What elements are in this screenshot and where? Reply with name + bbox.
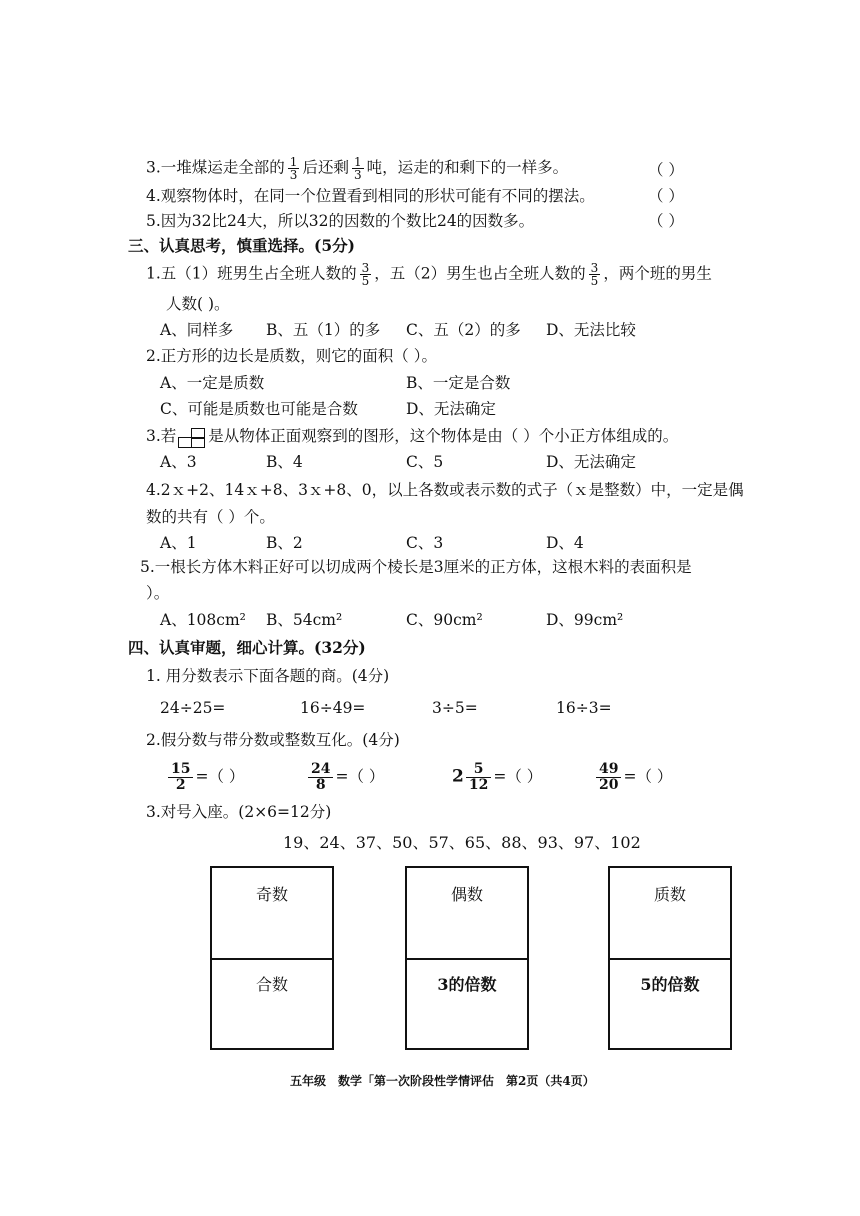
fraction-numerator: 49 (596, 762, 621, 778)
choice-q1-text-b: ，五（2）男生也占全班人数的 (374, 264, 586, 283)
option-a[interactable]: A、1 (160, 534, 197, 552)
fraction (168, 762, 193, 793)
fraction-denominator: 12 (468, 777, 489, 793)
fraction-numerator: 1 (353, 155, 362, 169)
fraction-numerator: 3 (590, 261, 599, 275)
fraction (308, 762, 333, 793)
box-label: 3的倍数 (437, 975, 497, 994)
option-d[interactable]: D、无法比较 (546, 321, 636, 339)
fraction-numerator: 3 (361, 261, 370, 275)
choice-q2-stem: 2.正方形的边长是质数，则它的面积（ ）。 (146, 347, 437, 365)
option-c[interactable]: C、五（2）的多 (406, 321, 521, 339)
choice-q5-line2: ）。 (146, 584, 170, 602)
fraction-denominator: 5 (361, 274, 370, 288)
choice-q1-stem (146, 262, 712, 287)
tf-item-3 (146, 156, 568, 181)
option-c[interactable]: C、可能是质数也可能是合数 (160, 400, 358, 418)
conversion-answer: =（ ） (623, 767, 673, 786)
fraction-numerator: 15 (168, 762, 193, 778)
conversion-item[interactable] (166, 762, 244, 793)
fraction-denominator: 5 (590, 274, 599, 288)
answer-paren[interactable]: （ ） (648, 212, 684, 230)
option-c[interactable]: C、5 (406, 453, 444, 471)
option-d[interactable]: D、无法确定 (546, 453, 636, 471)
fraction-denominator: 3 (353, 168, 362, 182)
choice-q5-stem: 5.一根长方体木料正好可以切成两个棱长是3厘米的正方体，这根木料的表面积是 (140, 558, 692, 576)
box-label: 合数 (255, 975, 288, 994)
conversion-answer: =（ ） (493, 767, 543, 786)
fraction (288, 156, 300, 181)
box-label: 奇数 (255, 885, 288, 904)
choice-q1-text-c: ，两个班的男生 (603, 264, 712, 283)
option-c[interactable]: C、3 (406, 534, 444, 552)
part-3-title: 3.对号入座。(2×6=12分) (146, 803, 332, 821)
option-a[interactable]: A、3 (160, 453, 197, 471)
section-4-heading: 四、认真审题，细心计算。(32分) (128, 638, 366, 657)
fraction (466, 762, 491, 793)
page-footer: 五年级 数学「第一次阶段性学情评估 第2页（共4页） (290, 1074, 595, 1088)
fraction-denominator: 8 (315, 777, 326, 793)
sorting-box-even-multiple3 (405, 866, 529, 1050)
fraction-numerator: 5 (466, 762, 491, 778)
box-section-composite[interactable] (212, 958, 332, 1048)
option-a[interactable]: A、108cm² (160, 611, 246, 629)
fraction (360, 262, 372, 287)
division-item[interactable]: 24÷25= (160, 699, 226, 717)
box-section-even[interactable] (407, 868, 527, 960)
choice-q4-line2: 数的共有（ ）个。 (146, 508, 275, 526)
choice-q3-text-b: 是从物体正面观察到的图形，这个物体是由（ ）个小正方体组成的。 (208, 427, 679, 445)
box-section-odd[interactable] (212, 868, 332, 960)
number-list: 19、24、37、50、57、65、88、93、97、102 (283, 833, 641, 852)
option-b[interactable]: B、一定是合数 (406, 374, 511, 392)
fraction-denominator: 2 (175, 777, 186, 793)
sorting-box-prime-multiple5 (608, 866, 732, 1050)
fraction (589, 262, 601, 287)
conversion-item[interactable] (306, 762, 384, 793)
option-d[interactable]: D、4 (546, 534, 584, 552)
mixed-whole-part: 2 (452, 766, 464, 787)
fraction-denominator: 20 (599, 777, 619, 793)
option-a[interactable]: A、同样多 (160, 321, 234, 339)
tf-item-4: 4.观察物体时，在同一个位置看到相同的形状可能有不同的摆法。 (146, 187, 595, 205)
fraction (596, 762, 621, 793)
sorting-box-odd-composite (210, 866, 334, 1050)
option-b[interactable]: B、4 (266, 453, 303, 471)
division-item[interactable]: 3÷5= (432, 699, 478, 717)
answer-paren[interactable]: （ ） (648, 187, 684, 205)
division-item[interactable]: 16÷49= (300, 699, 366, 717)
option-c[interactable]: C、90cm² (406, 611, 483, 629)
answer-paren[interactable]: （ ） (648, 161, 684, 179)
division-item[interactable]: 16÷3= (556, 699, 612, 717)
choice-q1-text-a: 1.五（1）班男生占全班人数的 (146, 264, 357, 283)
tf-item-3-text-a: 3.一堆煤运走全部的 (146, 158, 285, 177)
box-label: 质数 (653, 885, 686, 904)
fraction-denominator: 3 (289, 168, 298, 182)
option-d[interactable]: D、99cm² (546, 611, 624, 629)
part-2-title: 2.假分数与带分数或整数互化。(4分) (146, 731, 400, 749)
conversion-answer: =（ ） (335, 767, 385, 786)
choice-q3-text-a: 3.若 (146, 427, 177, 445)
tf-item-5: 5.因为32比24大，所以32的因数的个数比24的因数多。 (146, 212, 535, 230)
section-3-heading: 三、认真思考，慎重选择。(5分) (128, 236, 355, 255)
choice-q1-line2: 人数( )。 (166, 295, 230, 313)
tf-item-3-text-b: 后还剩 (302, 158, 349, 177)
box-section-multiple-of-5[interactable] (610, 958, 730, 1048)
part-1-title: 1. 用分数表示下面各题的商。(4分) (146, 667, 390, 685)
conversion-item[interactable] (594, 762, 672, 793)
option-a[interactable]: A、一定是质数 (160, 374, 265, 392)
option-d[interactable]: D、无法确定 (406, 400, 496, 418)
choice-q3-stem (146, 426, 678, 446)
box-label: 5的倍数 (640, 975, 700, 994)
fraction (352, 156, 364, 181)
box-label: 偶数 (450, 885, 483, 904)
conversion-answer: =（ ） (195, 767, 245, 786)
front-view-figure (178, 428, 206, 446)
box-section-prime[interactable] (610, 868, 730, 960)
tf-item-3-text-c: 吨，运走的和剩下的一样多。 (366, 158, 569, 177)
option-b[interactable]: B、2 (266, 534, 303, 552)
fraction-numerator: 24 (308, 762, 333, 778)
choice-q4-stem: 4.2ｘ+2、14ｘ+8、3ｘ+8、0，以上各数或表示数的式子（ｘ是整数）中，一定是偶 (146, 481, 744, 499)
conversion-item[interactable] (452, 762, 542, 793)
fraction-numerator: 1 (289, 155, 298, 169)
box-section-multiple-of-3[interactable] (407, 958, 527, 1048)
option-b[interactable]: B、54cm² (266, 611, 343, 629)
option-b[interactable]: B、五（1）的多 (266, 321, 381, 339)
